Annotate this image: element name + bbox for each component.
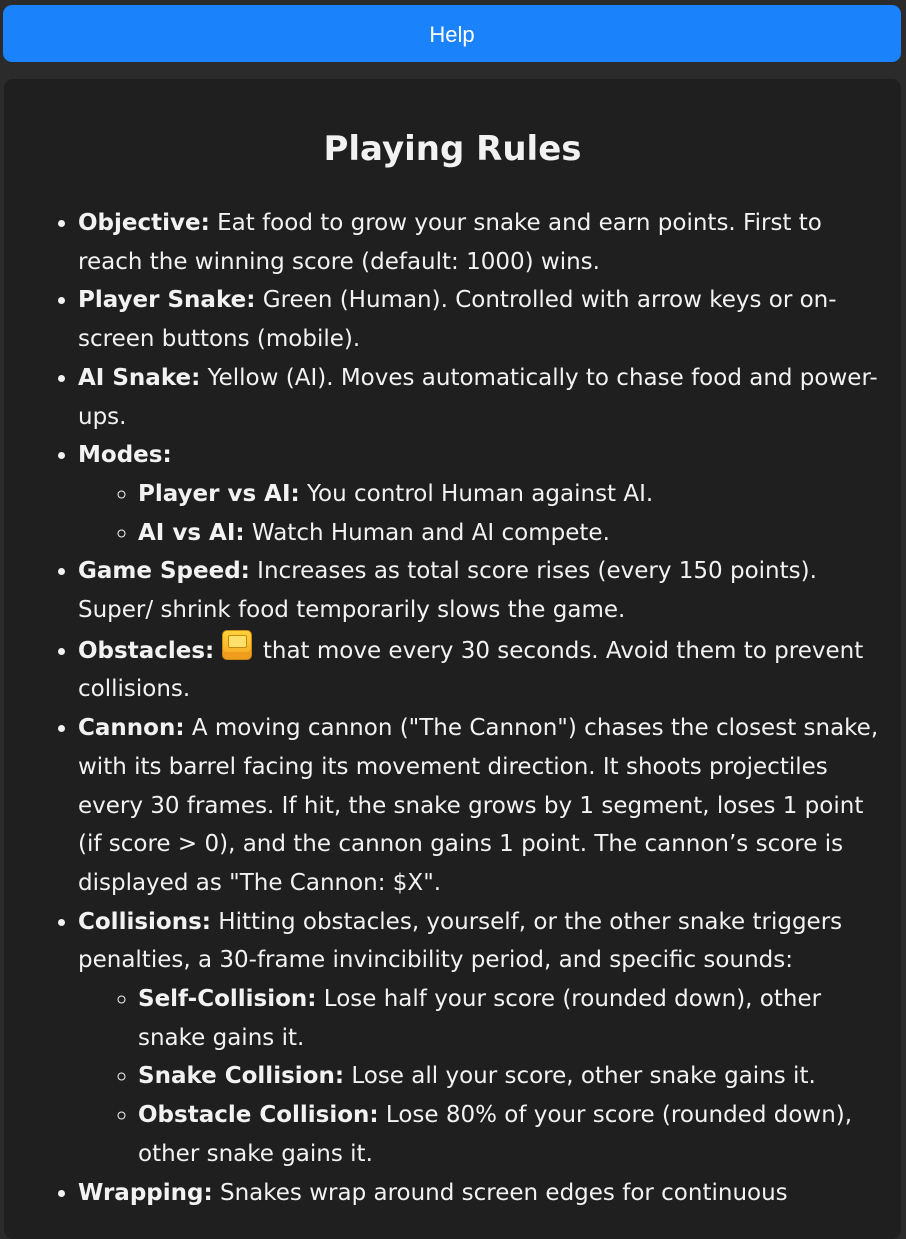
collision-self xyxy=(138,980,883,1057)
rule-label: Objective: xyxy=(78,210,210,236)
rule-collisions xyxy=(78,903,883,1174)
collision-snake xyxy=(138,1057,883,1096)
rule-obstacles xyxy=(78,630,883,709)
rule-label: Obstacle Collision: xyxy=(138,1102,379,1129)
rule-text: A moving cannon ("The Cannon") chases the closest snake, with its barrel facing its movement direction. It shoots projectiles every 30 frames. If hit, the snake grows by 1 segment, loses 1 point (if score > 0), and the cannon gains 1 point. The cannon’s score is displayed as "The Cannon: $X". xyxy=(78,715,879,896)
rules-list xyxy=(4,204,901,1212)
rule-label: Modes: xyxy=(78,442,172,469)
rule-text: that move every 30 seconds. Avoid them to prevent collisions. xyxy=(78,637,864,703)
rule-label: Cannon: xyxy=(78,715,185,742)
rule-text: Eat food to grow your snake and earn points. First to reach the winning score (default: 1000) wins. xyxy=(78,210,822,275)
rule-label: Obstacles: xyxy=(78,637,215,664)
rule-cannon xyxy=(78,709,883,903)
rule-modes xyxy=(78,436,883,552)
rule-text: Lose 80% of your score (rounded down), other snake gains it. xyxy=(138,1102,853,1167)
rule-game-speed xyxy=(78,552,883,629)
modes-sublist xyxy=(78,475,883,552)
rules-panel xyxy=(4,79,901,1239)
rule-label: Player Snake: xyxy=(78,287,256,314)
rule-text: Increases as total score rises (every 150 points). Super/ shrink food temporarily slows the game. xyxy=(78,558,817,624)
mode-player-vs-ai xyxy=(138,475,883,514)
rule-text: Hitting obstacles, yourself, or the other snake triggers penalties, a 30-frame invincibility period, and specific sounds: xyxy=(78,908,843,974)
mode-ai-vs-ai xyxy=(138,514,883,553)
rule-ai-snake xyxy=(78,359,883,436)
rule-wrapping xyxy=(78,1174,883,1213)
rule-player-snake xyxy=(78,281,883,358)
rule-text: Lose half your score (rounded down), other snake gains it. xyxy=(138,986,822,1051)
rule-text: Watch Human and AI compete. xyxy=(244,519,610,546)
collisions-sublist xyxy=(78,980,883,1174)
rule-objective xyxy=(78,204,883,281)
rule-label: Game Speed: xyxy=(78,558,250,585)
rule-text: Lose all your score, other snake gains it. xyxy=(344,1063,816,1090)
rule-text: Yellow (AI). Moves automatically to chase food and power-ups. xyxy=(78,364,878,430)
rule-text: You control Human against AI. xyxy=(299,480,654,507)
rule-label: Snake Collision: xyxy=(138,1063,345,1090)
rule-label: Wrapping: xyxy=(78,1179,213,1206)
rules-title: Playing Rules xyxy=(323,129,582,169)
help-button[interactable]: Help xyxy=(3,5,901,62)
rule-text: Green (Human). Controlled with arrow keys or on-screen buttons (mobile). xyxy=(78,287,837,353)
rule-label: Self-Collision: xyxy=(138,986,317,1013)
rule-label: AI Snake: xyxy=(78,364,201,391)
rule-label: Collisions: xyxy=(78,908,211,935)
rule-label: AI vs AI: xyxy=(138,519,245,546)
rule-label: Player vs AI: xyxy=(138,480,300,507)
obstacle-block-icon xyxy=(222,630,252,660)
collision-obstacle xyxy=(138,1096,883,1173)
rule-text: Snakes wrap around screen edges for continuous xyxy=(212,1179,788,1206)
